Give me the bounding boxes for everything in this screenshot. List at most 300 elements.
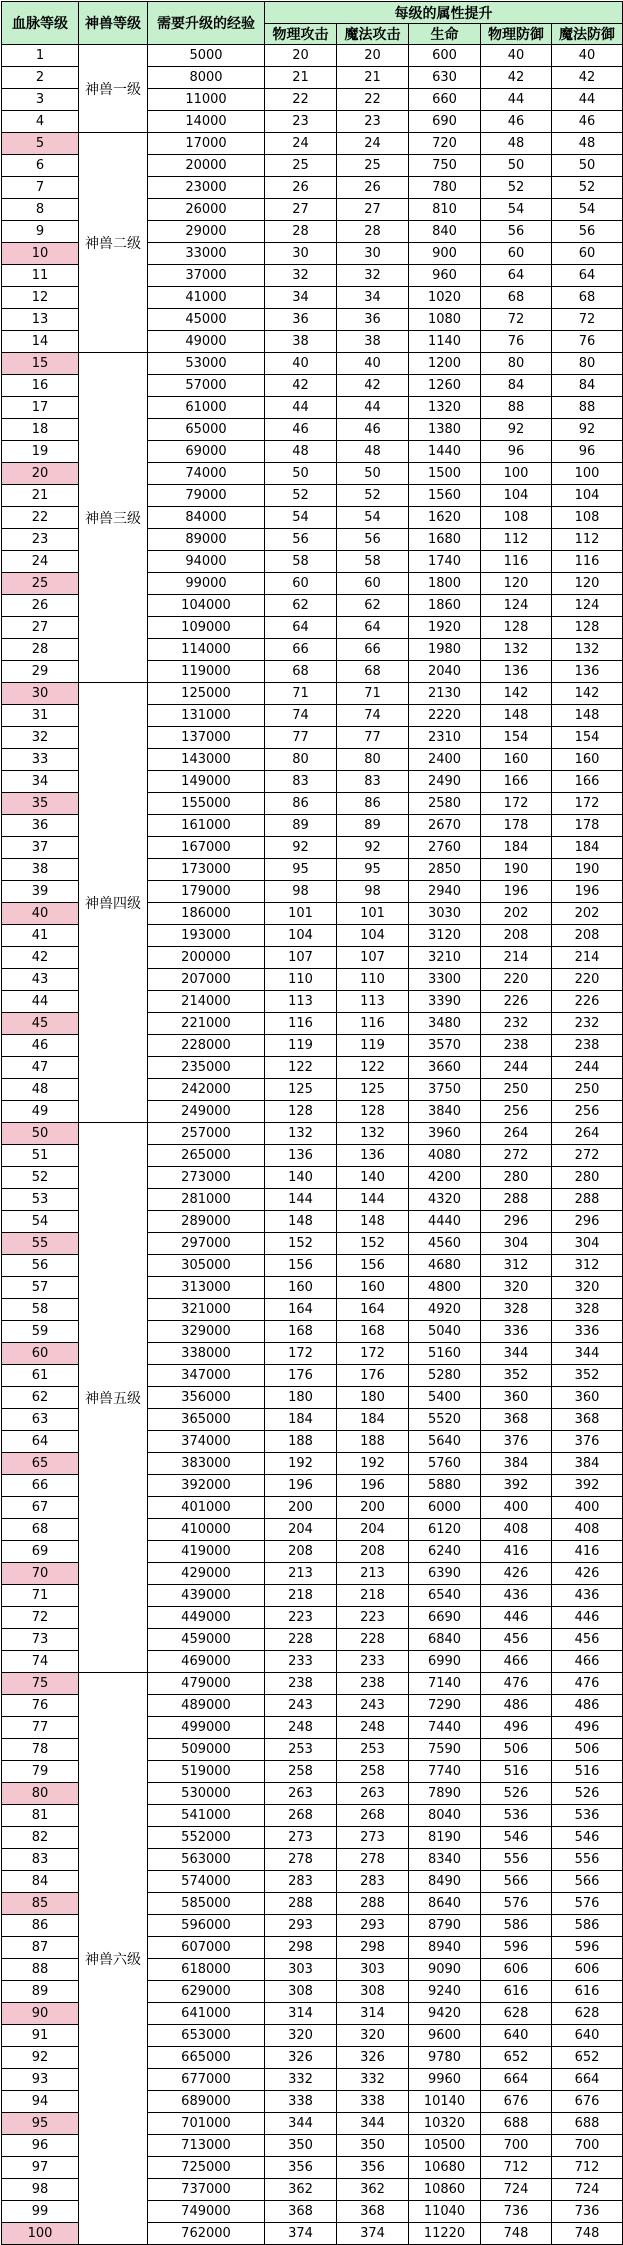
- magic-attack-cell: 83: [337, 771, 409, 793]
- level-cell: 48: [2, 1079, 79, 1101]
- magic-attack-cell: 30: [337, 243, 409, 265]
- magic-attack-cell: 218: [337, 1585, 409, 1607]
- physical-defense-cell: 328: [481, 1299, 552, 1321]
- physical-attack-cell: 248: [265, 1717, 337, 1739]
- level-cell: 9: [2, 221, 79, 243]
- exp-cell: 653000: [148, 2025, 265, 2047]
- physical-defense-cell: 148: [481, 705, 552, 727]
- level-cell: 91: [2, 2025, 79, 2047]
- magic-attack-cell: 228: [337, 1629, 409, 1651]
- hp-cell: 4680: [409, 1255, 481, 1277]
- physical-attack-cell: 80: [265, 749, 337, 771]
- physical-defense-cell: 344: [481, 1343, 552, 1365]
- physical-defense-cell: 640: [481, 2025, 552, 2047]
- hp-cell: 6540: [409, 1585, 481, 1607]
- level-cell: 59: [2, 1321, 79, 1343]
- magic-defense-cell: 80: [552, 353, 623, 375]
- magic-attack-cell: 176: [337, 1365, 409, 1387]
- hp-cell: 2490: [409, 771, 481, 793]
- physical-defense-cell: 392: [481, 1475, 552, 1497]
- physical-defense-cell: 272: [481, 1145, 552, 1167]
- physical-attack-cell: 314: [265, 2003, 337, 2025]
- physical-defense-cell: 724: [481, 2179, 552, 2201]
- hp-cell: 6000: [409, 1497, 481, 1519]
- physical-defense-cell: 506: [481, 1739, 552, 1761]
- physical-defense-cell: 132: [481, 639, 552, 661]
- hp-cell: 7740: [409, 1761, 481, 1783]
- tier-cell: 神兽二级: [79, 133, 148, 353]
- exp-cell: 167000: [148, 837, 265, 859]
- exp-cell: 61000: [148, 397, 265, 419]
- magic-defense-cell: 640: [552, 2025, 623, 2047]
- exp-cell: 289000: [148, 1211, 265, 1233]
- physical-defense-cell: 446: [481, 1607, 552, 1629]
- physical-attack-cell: 68: [265, 661, 337, 683]
- physical-defense-cell: 80: [481, 353, 552, 375]
- physical-defense-cell: 368: [481, 1409, 552, 1431]
- level-cell: 21: [2, 485, 79, 507]
- level-cell: 92: [2, 2047, 79, 2069]
- physical-defense-cell: 128: [481, 617, 552, 639]
- magic-attack-cell: 200: [337, 1497, 409, 1519]
- hp-cell: 3840: [409, 1101, 481, 1123]
- header-gain: 每级的属性提升: [265, 2, 623, 24]
- hp-cell: 11040: [409, 2201, 481, 2223]
- magic-attack-cell: 273: [337, 1827, 409, 1849]
- physical-defense-cell: 104: [481, 485, 552, 507]
- physical-attack-cell: 64: [265, 617, 337, 639]
- physical-attack-cell: 344: [265, 2113, 337, 2135]
- magic-defense-cell: 160: [552, 749, 623, 771]
- hp-cell: 6120: [409, 1519, 481, 1541]
- magic-defense-cell: 166: [552, 771, 623, 793]
- exp-cell: 563000: [148, 1849, 265, 1871]
- magic-defense-cell: 232: [552, 1013, 623, 1035]
- physical-attack-cell: 362: [265, 2179, 337, 2201]
- magic-defense-cell: 220: [552, 969, 623, 991]
- physical-attack-cell: 104: [265, 925, 337, 947]
- level-cell: 23: [2, 529, 79, 551]
- physical-defense-cell: 64: [481, 265, 552, 287]
- magic-defense-cell: 214: [552, 947, 623, 969]
- magic-attack-cell: 253: [337, 1739, 409, 1761]
- magic-attack-cell: 101: [337, 903, 409, 925]
- exp-cell: 17000: [148, 133, 265, 155]
- magic-defense-cell: 226: [552, 991, 623, 1013]
- physical-attack-cell: 303: [265, 1959, 337, 1981]
- magic-attack-cell: 122: [337, 1057, 409, 1079]
- magic-attack-cell: 116: [337, 1013, 409, 1035]
- physical-attack-cell: 298: [265, 1937, 337, 1959]
- exp-cell: 84000: [148, 507, 265, 529]
- magic-attack-cell: 40: [337, 353, 409, 375]
- magic-attack-cell: 192: [337, 1453, 409, 1475]
- magic-defense-cell: 172: [552, 793, 623, 815]
- physical-defense-cell: 652: [481, 2047, 552, 2069]
- hp-cell: 8490: [409, 1871, 481, 1893]
- level-cell: 3: [2, 89, 79, 111]
- physical-defense-cell: 136: [481, 661, 552, 683]
- magic-attack-cell: 278: [337, 1849, 409, 1871]
- hp-cell: 600: [409, 45, 481, 67]
- hp-cell: 2760: [409, 837, 481, 859]
- physical-defense-cell: 232: [481, 1013, 552, 1035]
- magic-attack-cell: 213: [337, 1563, 409, 1585]
- hp-cell: 1740: [409, 551, 481, 573]
- exp-cell: 429000: [148, 1563, 265, 1585]
- physical-attack-cell: 36: [265, 309, 337, 331]
- magic-defense-cell: 446: [552, 1607, 623, 1629]
- hp-cell: 3300: [409, 969, 481, 991]
- physical-defense-cell: 748: [481, 2223, 552, 2245]
- level-cell: 88: [2, 1959, 79, 1981]
- table-row: [2, 353, 623, 375]
- exp-cell: 221000: [148, 1013, 265, 1035]
- level-cell: 32: [2, 727, 79, 749]
- magic-defense-cell: 104: [552, 485, 623, 507]
- exp-cell: 109000: [148, 617, 265, 639]
- hp-cell: 3570: [409, 1035, 481, 1057]
- physical-defense-cell: 208: [481, 925, 552, 947]
- header-hp: 生命: [409, 24, 481, 45]
- exp-cell: 410000: [148, 1519, 265, 1541]
- level-cell: 75: [2, 1673, 79, 1695]
- physical-defense-cell: 296: [481, 1211, 552, 1233]
- level-cell: 35: [2, 793, 79, 815]
- magic-defense-cell: 178: [552, 815, 623, 837]
- magic-defense-cell: 664: [552, 2069, 623, 2091]
- magic-defense-cell: 120: [552, 573, 623, 595]
- physical-attack-cell: 58: [265, 551, 337, 573]
- physical-defense-cell: 596: [481, 1937, 552, 1959]
- exp-cell: 365000: [148, 1409, 265, 1431]
- magic-defense-cell: 184: [552, 837, 623, 859]
- magic-attack-cell: 20: [337, 45, 409, 67]
- magic-defense-cell: 320: [552, 1277, 623, 1299]
- magic-defense-cell: 466: [552, 1651, 623, 1673]
- magic-attack-cell: 356: [337, 2157, 409, 2179]
- magic-attack-cell: 350: [337, 2135, 409, 2157]
- hp-cell: 2310: [409, 727, 481, 749]
- magic-attack-cell: 58: [337, 551, 409, 573]
- physical-attack-cell: 42: [265, 375, 337, 397]
- hp-cell: 1380: [409, 419, 481, 441]
- level-cell: 74: [2, 1651, 79, 1673]
- physical-attack-cell: 30: [265, 243, 337, 265]
- level-cell: 47: [2, 1057, 79, 1079]
- exp-cell: 419000: [148, 1541, 265, 1563]
- hp-cell: 630: [409, 67, 481, 89]
- magic-attack-cell: 26: [337, 177, 409, 199]
- magic-defense-cell: 108: [552, 507, 623, 529]
- level-cell: 90: [2, 2003, 79, 2025]
- level-cell: 8: [2, 199, 79, 221]
- level-cell: 61: [2, 1365, 79, 1387]
- exp-cell: 173000: [148, 859, 265, 881]
- hp-cell: 1920: [409, 617, 481, 639]
- physical-attack-cell: 180: [265, 1387, 337, 1409]
- physical-defense-cell: 72: [481, 309, 552, 331]
- physical-attack-cell: 113: [265, 991, 337, 1013]
- hp-cell: 6990: [409, 1651, 481, 1673]
- physical-defense-cell: 160: [481, 749, 552, 771]
- magic-attack-cell: 204: [337, 1519, 409, 1541]
- magic-attack-cell: 374: [337, 2223, 409, 2245]
- magic-defense-cell: 50: [552, 155, 623, 177]
- hp-cell: 1440: [409, 441, 481, 463]
- physical-defense-cell: 264: [481, 1123, 552, 1145]
- hp-cell: 3120: [409, 925, 481, 947]
- physical-attack-cell: 38: [265, 331, 337, 353]
- physical-attack-cell: 273: [265, 1827, 337, 1849]
- magic-attack-cell: 320: [337, 2025, 409, 2047]
- physical-attack-cell: 54: [265, 507, 337, 529]
- exp-cell: 37000: [148, 265, 265, 287]
- magic-defense-cell: 516: [552, 1761, 623, 1783]
- physical-attack-cell: 122: [265, 1057, 337, 1079]
- physical-defense-cell: 426: [481, 1563, 552, 1585]
- exp-cell: 49000: [148, 331, 265, 353]
- magic-defense-cell: 736: [552, 2201, 623, 2223]
- magic-defense-cell: 596: [552, 1937, 623, 1959]
- physical-defense-cell: 688: [481, 2113, 552, 2135]
- level-cell: 27: [2, 617, 79, 639]
- magic-defense-cell: 68: [552, 287, 623, 309]
- physical-defense-cell: 226: [481, 991, 552, 1013]
- physical-attack-cell: 56: [265, 529, 337, 551]
- physical-defense-cell: 42: [481, 67, 552, 89]
- physical-attack-cell: 278: [265, 1849, 337, 1871]
- exp-cell: 329000: [148, 1321, 265, 1343]
- magic-attack-cell: 77: [337, 727, 409, 749]
- tier-cell: 神兽三级: [79, 353, 148, 683]
- exp-cell: 489000: [148, 1695, 265, 1717]
- level-cell: 38: [2, 859, 79, 881]
- level-cell: 100: [2, 2223, 79, 2245]
- physical-defense-cell: 416: [481, 1541, 552, 1563]
- physical-defense-cell: 84: [481, 375, 552, 397]
- level-cell: 12: [2, 287, 79, 309]
- magic-attack-cell: 24: [337, 133, 409, 155]
- magic-defense-cell: 312: [552, 1255, 623, 1277]
- physical-attack-cell: 48: [265, 441, 337, 463]
- magic-attack-cell: 152: [337, 1233, 409, 1255]
- physical-defense-cell: 120: [481, 573, 552, 595]
- physical-attack-cell: 125: [265, 1079, 337, 1101]
- header-magic-attack: 魔法攻击: [337, 24, 409, 45]
- magic-attack-cell: 362: [337, 2179, 409, 2201]
- physical-attack-cell: 258: [265, 1761, 337, 1783]
- hp-cell: 9240: [409, 1981, 481, 2003]
- exp-cell: 338000: [148, 1343, 265, 1365]
- level-cell: 79: [2, 1761, 79, 1783]
- physical-attack-cell: 238: [265, 1673, 337, 1695]
- level-cell: 67: [2, 1497, 79, 1519]
- physical-defense-cell: 456: [481, 1629, 552, 1651]
- hp-cell: 9420: [409, 2003, 481, 2025]
- exp-cell: 33000: [148, 243, 265, 265]
- hp-cell: 9600: [409, 2025, 481, 2047]
- magic-attack-cell: 184: [337, 1409, 409, 1431]
- magic-attack-cell: 263: [337, 1783, 409, 1805]
- hp-cell: 9960: [409, 2069, 481, 2091]
- physical-attack-cell: 156: [265, 1255, 337, 1277]
- magic-attack-cell: 107: [337, 947, 409, 969]
- exp-cell: 509000: [148, 1739, 265, 1761]
- level-cell: 1: [2, 45, 79, 67]
- level-cell: 99: [2, 2201, 79, 2223]
- magic-attack-cell: 243: [337, 1695, 409, 1717]
- magic-defense-cell: 48: [552, 133, 623, 155]
- header-magic-defense: 魔法防御: [552, 24, 623, 45]
- header-row-top: [2, 2, 623, 24]
- header-level: 血脉等级: [2, 2, 79, 45]
- magic-attack-cell: 89: [337, 815, 409, 837]
- magic-defense-cell: 154: [552, 727, 623, 749]
- hp-cell: 840: [409, 221, 481, 243]
- exp-cell: 725000: [148, 2157, 265, 2179]
- magic-attack-cell: 95: [337, 859, 409, 881]
- physical-attack-cell: 66: [265, 639, 337, 661]
- magic-attack-cell: 32: [337, 265, 409, 287]
- magic-defense-cell: 456: [552, 1629, 623, 1651]
- hp-cell: 5760: [409, 1453, 481, 1475]
- exp-cell: 155000: [148, 793, 265, 815]
- physical-attack-cell: 21: [265, 67, 337, 89]
- magic-attack-cell: 338: [337, 2091, 409, 2113]
- level-cell: 2: [2, 67, 79, 89]
- exp-cell: 53000: [148, 353, 265, 375]
- physical-attack-cell: 208: [265, 1541, 337, 1563]
- level-cell: 77: [2, 1717, 79, 1739]
- physical-defense-cell: 60: [481, 243, 552, 265]
- exp-cell: 143000: [148, 749, 265, 771]
- exp-cell: 45000: [148, 309, 265, 331]
- hp-cell: 4800: [409, 1277, 481, 1299]
- level-cell: 17: [2, 397, 79, 419]
- level-cell: 49: [2, 1101, 79, 1123]
- physical-defense-cell: 88: [481, 397, 552, 419]
- magic-defense-cell: 392: [552, 1475, 623, 1497]
- level-cell: 41: [2, 925, 79, 947]
- physical-attack-cell: 44: [265, 397, 337, 419]
- physical-defense-cell: 68: [481, 287, 552, 309]
- hp-cell: 8040: [409, 1805, 481, 1827]
- exp-cell: 114000: [148, 639, 265, 661]
- magic-defense-cell: 712: [552, 2157, 623, 2179]
- physical-attack-cell: 338: [265, 2091, 337, 2113]
- magic-defense-cell: 88: [552, 397, 623, 419]
- magic-attack-cell: 136: [337, 1145, 409, 1167]
- table-row: [2, 1123, 623, 1145]
- level-cell: 37: [2, 837, 79, 859]
- physical-defense-cell: 408: [481, 1519, 552, 1541]
- hp-cell: 810: [409, 199, 481, 221]
- physical-attack-cell: 350: [265, 2135, 337, 2157]
- hp-cell: 4440: [409, 1211, 481, 1233]
- physical-attack-cell: 110: [265, 969, 337, 991]
- physical-defense-cell: 586: [481, 1915, 552, 1937]
- magic-attack-cell: 168: [337, 1321, 409, 1343]
- magic-defense-cell: 546: [552, 1827, 623, 1849]
- physical-defense-cell: 142: [481, 683, 552, 705]
- magic-defense-cell: 566: [552, 1871, 623, 1893]
- magic-defense-cell: 376: [552, 1431, 623, 1453]
- table-body: [2, 45, 623, 2245]
- physical-defense-cell: 238: [481, 1035, 552, 1057]
- exp-cell: 228000: [148, 1035, 265, 1057]
- magic-defense-cell: 400: [552, 1497, 623, 1519]
- physical-attack-cell: 196: [265, 1475, 337, 1497]
- level-cell: 66: [2, 1475, 79, 1497]
- physical-defense-cell: 288: [481, 1189, 552, 1211]
- magic-defense-cell: 72: [552, 309, 623, 331]
- level-cell: 62: [2, 1387, 79, 1409]
- physical-defense-cell: 384: [481, 1453, 552, 1475]
- magic-defense-cell: 688: [552, 2113, 623, 2135]
- exp-cell: 356000: [148, 1387, 265, 1409]
- physical-defense-cell: 616: [481, 1981, 552, 2003]
- hp-cell: 2040: [409, 661, 481, 683]
- physical-attack-cell: 152: [265, 1233, 337, 1255]
- magic-defense-cell: 676: [552, 2091, 623, 2113]
- exp-cell: 41000: [148, 287, 265, 309]
- exp-cell: 383000: [148, 1453, 265, 1475]
- magic-attack-cell: 48: [337, 441, 409, 463]
- physical-defense-cell: 712: [481, 2157, 552, 2179]
- hp-cell: 3210: [409, 947, 481, 969]
- physical-defense-cell: 172: [481, 793, 552, 815]
- level-cell: 81: [2, 1805, 79, 1827]
- magic-defense-cell: 136: [552, 661, 623, 683]
- hp-cell: 1320: [409, 397, 481, 419]
- magic-defense-cell: 100: [552, 463, 623, 485]
- magic-defense-cell: 700: [552, 2135, 623, 2157]
- physical-attack-cell: 184: [265, 1409, 337, 1431]
- tier-cell: 神兽四级: [79, 683, 148, 1123]
- exp-cell: 701000: [148, 2113, 265, 2135]
- magic-attack-cell: 156: [337, 1255, 409, 1277]
- exp-cell: 439000: [148, 1585, 265, 1607]
- exp-cell: 11000: [148, 89, 265, 111]
- level-cell: 13: [2, 309, 79, 331]
- magic-attack-cell: 98: [337, 881, 409, 903]
- hp-cell: 6390: [409, 1563, 481, 1585]
- level-cell: 57: [2, 1277, 79, 1299]
- physical-defense-cell: 250: [481, 1079, 552, 1101]
- exp-cell: 585000: [148, 1893, 265, 1915]
- magic-defense-cell: 486: [552, 1695, 623, 1717]
- bloodline-level-table: [1, 1, 623, 2245]
- magic-defense-cell: 264: [552, 1123, 623, 1145]
- hp-cell: 6690: [409, 1607, 481, 1629]
- hp-cell: 5040: [409, 1321, 481, 1343]
- physical-defense-cell: 352: [481, 1365, 552, 1387]
- exp-cell: 762000: [148, 2223, 265, 2245]
- exp-cell: 8000: [148, 67, 265, 89]
- exp-cell: 186000: [148, 903, 265, 925]
- magic-attack-cell: 50: [337, 463, 409, 485]
- exp-cell: 618000: [148, 1959, 265, 1981]
- physical-defense-cell: 112: [481, 529, 552, 551]
- exp-cell: 629000: [148, 1981, 265, 2003]
- exp-cell: 149000: [148, 771, 265, 793]
- magic-defense-cell: 116: [552, 551, 623, 573]
- magic-attack-cell: 80: [337, 749, 409, 771]
- hp-cell: 8940: [409, 1937, 481, 1959]
- magic-defense-cell: 112: [552, 529, 623, 551]
- physical-defense-cell: 48: [481, 133, 552, 155]
